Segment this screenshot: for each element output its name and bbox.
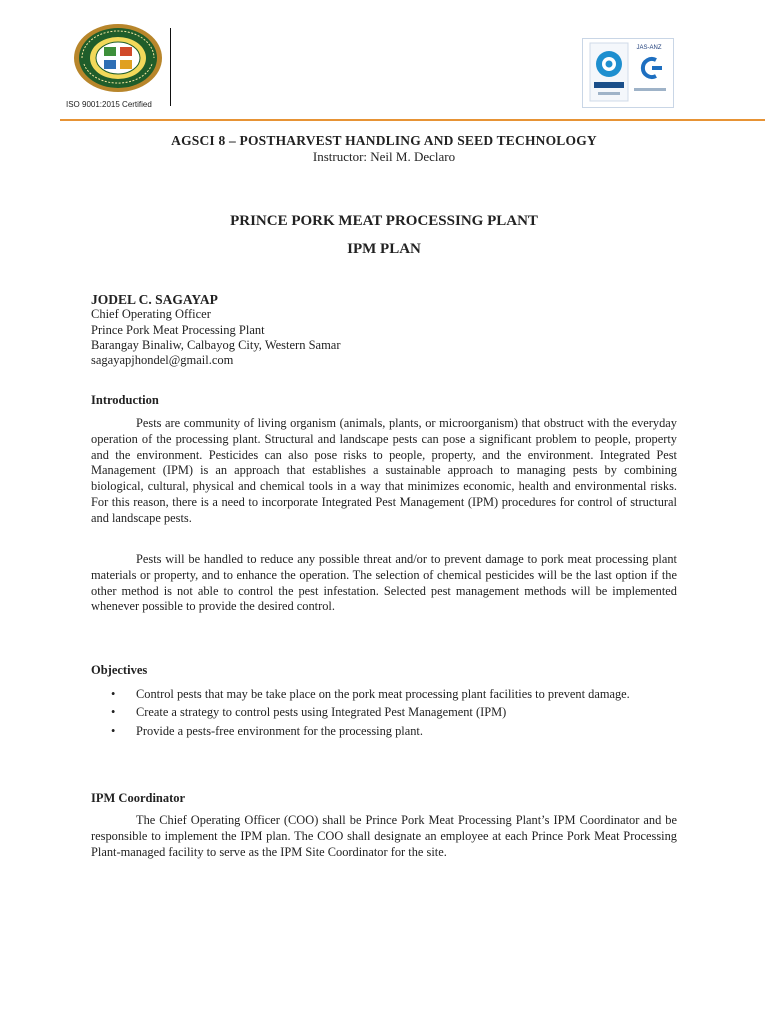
bullet-icon: •: [111, 723, 116, 738]
objective-text: Control pests that may be take place on the pork meat processing plant facilities to prevent damage.: [136, 687, 630, 701]
author-organization: Prince Pork Meat Processing Plant: [91, 322, 265, 337]
author-email: sagayapjhondel@gmail.com: [91, 353, 234, 368]
letterhead: [0, 0, 768, 125]
ipm-coordinator-paragraph: The Chief Operating Officer (COO) shall be Prince Pork Meat Processing Plant’s IPM Coordinator and be responsible to implement the IPM plan. The COO shall designate an employee at each Prince Pork Meat Processing Plant-managed facility to serve as the IPM Site Coordinator for the site.: [91, 813, 677, 859]
objective-text: Provide a pests-free environment for the processing plant.: [136, 723, 423, 738]
list-item: [91, 724, 677, 740]
objectives-heading: Objectives: [91, 663, 148, 677]
list-item: [91, 687, 677, 703]
author-address: Barangay Binaliw, Calbayog City, Western Samar: [91, 337, 341, 352]
objective-text: Create a strategy to control pests using Integrated Pest Management (IPM): [136, 705, 507, 720]
document-title: PRINCE PORK MEAT PROCESSING PLANT: [230, 213, 538, 229]
header-rule: [60, 119, 765, 121]
header-divider: [170, 28, 171, 106]
svg-text:JAS-ANZ: JAS-ANZ: [636, 45, 662, 51]
document-subtitle: IPM PLAN: [347, 241, 421, 257]
ipm-coordinator-heading: IPM Coordinator: [91, 791, 186, 805]
bullet-icon: •: [111, 687, 116, 701]
university-seal-logo: [70, 22, 166, 94]
author-role: Chief Operating Officer: [91, 307, 211, 322]
bullet-icon: •: [111, 705, 116, 720]
instructor-line: Instructor: Neil M. Declaro: [312, 149, 456, 164]
author-name: JODEL C. SAGAYAP: [91, 292, 218, 307]
objectives-list: [91, 687, 677, 742]
introduction-paragraph-1: Pests are community of living organism (animals, plants, or microorganism) that obstruct with the everyday operation of the processing plant. Structural and landscape pests can pose a significant problem to people, property and the environment. Pesticides can also pose risks to people, property, and the environment. Integrated Pest Management (IPM) is an approach that establishes a sustainable approach to managing pests by combining biological, cultural, physical and chemical tools in a way that minimizes economic, health and environmental risks. For this reason, there is a need to incorporate Integrated Pest Management (IPM) procedures for control of structural and landscape pests.: [91, 416, 677, 525]
iso-certified-text: ISO 9001:2015 Certified: [66, 100, 152, 109]
introduction-heading: Introduction: [91, 393, 159, 407]
author-block: [91, 292, 691, 368]
introduction-paragraph-2: Pests will be handled to reduce any possible threat and/or to prevent damage to pork meat processing plant materials or property, and to enhance the operation. The selection of chemical pesticides will be the last option if the other method is not able to control the pest infestation. Selected pest management methods will be implemented whenever possible to provide the desired control.: [91, 552, 677, 614]
list-item: [91, 705, 677, 721]
course-line: AGSCI 8 – POSTHARVEST HANDLING AND SEED TECHNOLOGY: [171, 133, 597, 148]
certification-badge-logo: [582, 38, 674, 108]
